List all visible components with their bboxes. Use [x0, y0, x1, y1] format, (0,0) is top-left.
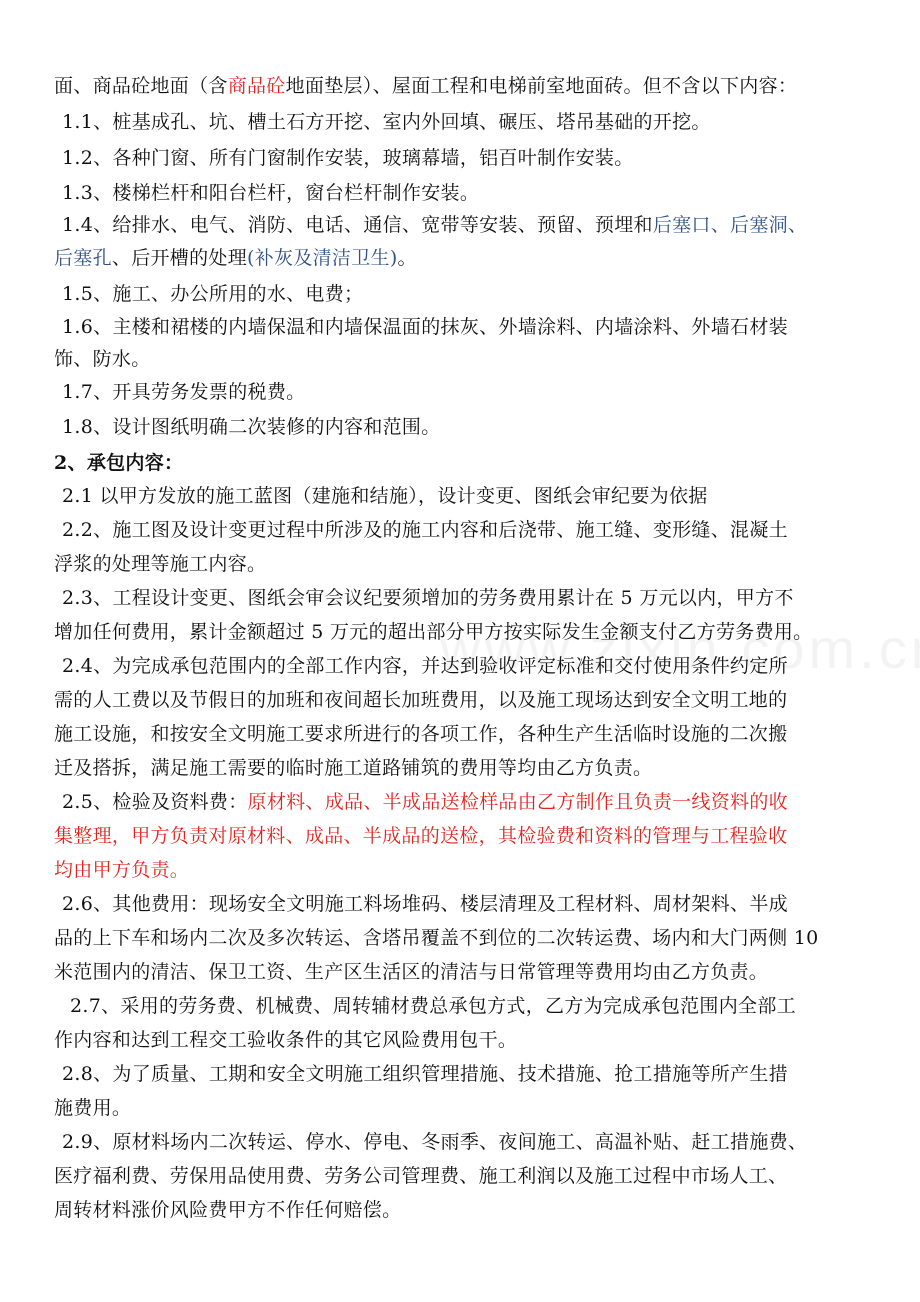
text-line: 周转材料涨价风险费甲方不作任何赔偿。: [54, 1199, 402, 1221]
text-line: 品的上下车和场内二次及多次转运、含塔吊覆盖不到位的二次转运费、场内和大门两侧 10: [54, 927, 819, 949]
section-heading: 2、承包内容：: [54, 452, 184, 474]
text-line: 2.8、为了质量、工期和安全文明施工组织管理措施、技术措施、抢工措施等所产生措: [62, 1063, 788, 1085]
highlight-blue: 后塞口、后塞洞、: [652, 214, 808, 236]
text-line: 2.3、工程设计变更、图纸会审会议纪要须增加的劳务费用累计在 5 万元以内，甲方不: [62, 587, 794, 609]
text-line: 迁及搭拆，满足施工需要的临时施工道路铺筑的费用等均由乙方负责。: [54, 757, 653, 779]
highlight-blue: (补灰及清洁卫生): [247, 247, 398, 269]
text-line: 2.4、为完成承包范围内的全部工作内容，并达到验收评定标准和交付使用条件约定所: [62, 655, 788, 677]
text-line: 2.7、采用的劳务费、机械费、周转辅材费总承包方式，乙方为完成承包范围内全部工: [70, 995, 796, 1017]
text-line: 增加任何费用，累计金额超过 5 万元的超出部分甲方按实际发生金额支付乙方劳务费用。: [54, 621, 813, 643]
text-line: 1.8、设计图纸明确二次装修的内容和范围。: [62, 416, 441, 438]
text-line: 浮浆的处理等施工内容。: [54, 553, 267, 575]
text-run: 、后开槽的处理: [111, 247, 248, 269]
text-line: 施工设施，和按安全文明施工要求所进行的各项工作，各种生产生活临时设施的二次搬: [54, 723, 788, 745]
text-line: 饰、防水。: [54, 348, 151, 370]
text-line: 1.5、施工、办公所用的水、电费；: [62, 283, 364, 305]
highlight-red: 原材料、成品、半成品送检样品由乙方制作且负责一线资料的收: [247, 791, 788, 813]
text-run: 地面垫层）、屋面工程和电梯前室地面砖。但不含以下内容：: [285, 75, 798, 97]
text-line: 作内容和达到工程交工验收条件的其它风险费用包干。: [54, 1029, 518, 1051]
text-line: [54, 246, 880, 270]
text-line: 2.2、施工图及设计变更过程中所涉及的施工内容和后浇带、施工缝、变形缝、混凝土: [62, 519, 788, 541]
text-line: 施费用。: [54, 1097, 132, 1119]
text-run: 1.4、给排水、电气、消防、电话、通信、宽带等安装、预留、预埋和: [62, 214, 653, 236]
text-line: 需的人工费以及节假日的加班和夜间超长加班费用，以及施工现场达到安全文明工地的: [54, 689, 788, 711]
text-line: 1.7、开具劳务发票的税费。: [62, 381, 306, 403]
text-line: 均由甲方负责。: [54, 859, 190, 881]
text-line: 米范围内的清洁、保卫工资、生产区生活区的清洁与日常管理等费用均由乙方负责。: [54, 961, 769, 983]
text-line: 2.1 以甲方发放的施工蓝图（建施和结施），设计变更、图纸会审纪要为依据: [62, 485, 708, 507]
text-run: 面、商品砼地面（含: [54, 75, 228, 97]
text-line: [62, 213, 888, 237]
text-line: 1.3、楼梯栏杆和阳台栏杆，窗台栏杆制作安装。: [62, 182, 480, 204]
text-line: 集整理，甲方负责对原材料、成品、半成品的送检，其检验费和资料的管理与工程验收: [54, 825, 788, 847]
text-line: 2.9、原材料场内二次转运、停水、停电、冬雨季、夜间施工、高温补贴、赶工措施费、: [62, 1131, 808, 1153]
highlight-blue: 后塞孔: [54, 247, 112, 269]
text-run: 。: [397, 247, 417, 269]
text-line: [54, 74, 880, 98]
text-line: 1.6、主楼和裙楼的内墙保温和内墙保温面的抹灰、外墙涂料、内墙涂料、外墙石材装: [62, 316, 788, 338]
text-line: 医疗福利费、劳保用品使用费、劳务公司管理费、施工利润以及施工过程中市场人工、: [54, 1165, 788, 1187]
text-line: 1.2、各种门窗、所有门窗制作安装，玻璃幕墙，铝百叶制作安装。: [62, 147, 634, 169]
text-line: 1.1、桩基成孔、坑、槽土石方开挖、室内外回填、碾压、塔吊基础的开挖。: [62, 111, 711, 133]
text-line: 2.6、其他费用：现场安全文明施工料场堆码、楼层清理及工程材料、周材架料、半成: [62, 893, 788, 915]
text-run: 2.5、检验及资料费：: [62, 791, 248, 813]
highlight-red: 商品砼: [227, 75, 286, 97]
text-line: [62, 790, 888, 814]
